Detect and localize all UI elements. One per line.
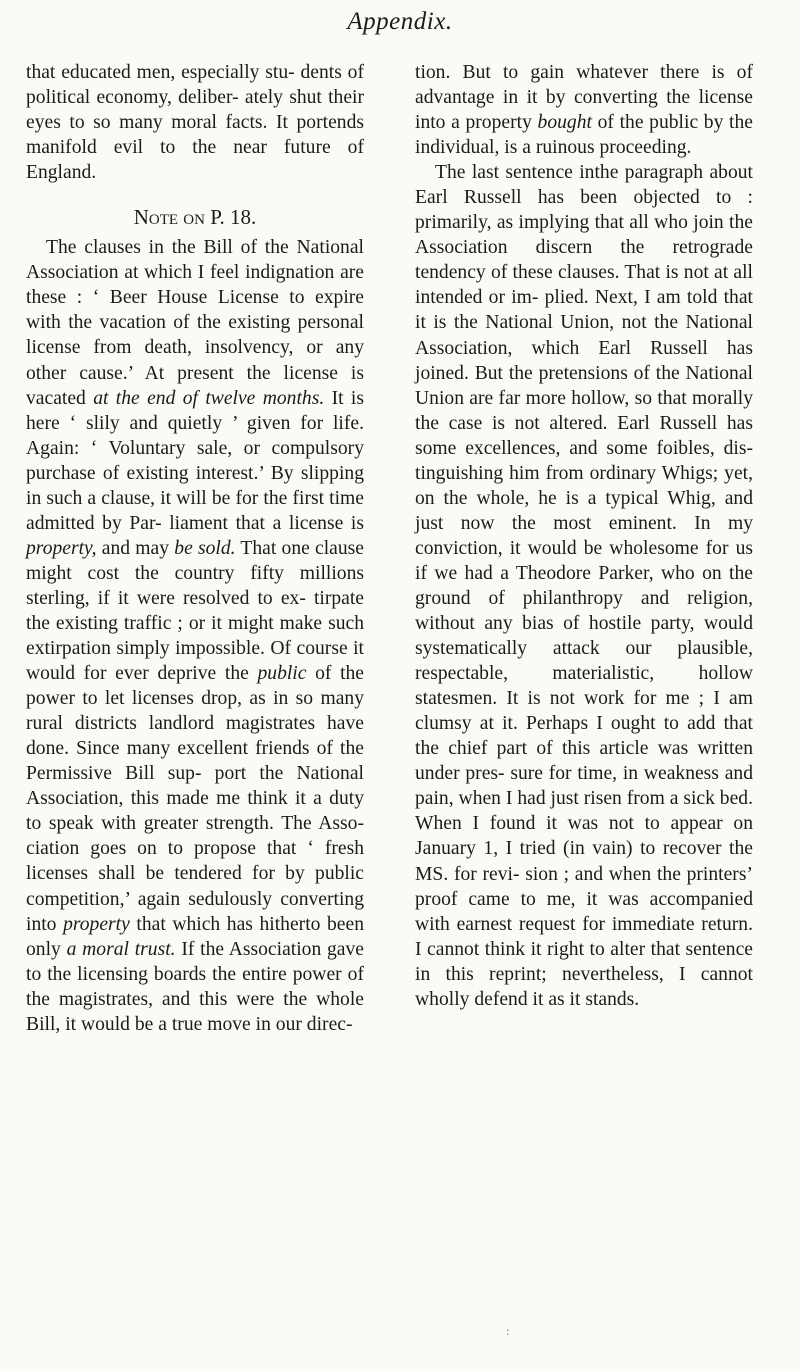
emphasis: property, (26, 537, 97, 559)
paragraph-continued: that educated men, especially stu- dents of political economy, deliber- ately shut their eyes to so many moral facts. It portends manifold evil to the near future of England. (26, 62, 364, 184)
page-mark: : (506, 1324, 510, 1338)
emphasis: at the end of twelve months. (93, 387, 325, 409)
emphasis: a moral trust. (66, 938, 176, 960)
paragraph-earl-russell: The last sentence inthe paragraph about Earl Russell has been objected to : primarily, as implying that all who join the Association discern the retrograde tendency of these clauses. That is not at all intended or im- plied. Next, I am told that it is the National Union, not the National Association, which Earl Russell has joined. But the pretensions of the National Union are far more hollow, so that morally the case is not altered. Earl Russell has some excellences, and some foibles, dis- tinguishing him from ordinary Whigs; yet, on the whole, he is a typical Whig, and just now the most eminent. In my conviction, it would be wholesome for us if we had a Theodore Parker, who on the ground of philanthropy and religion, without any bias of hostile party, would systematically attack our plausible, respectable, materialistic, hollow statesmen. It is not work for me ; I am clumsy at it. Perhaps I ought to add that the chief part of this article was written under pres- sure for time, in weakness and pain, when I had just risen from a sick bed. When I found it was not to appear on January 1, I tried (in vain) to recover the MS. for revi- sion ; and when the printers’ proof came to me, it was accompanied with earnest request for immediate return. I cannot think it right to alter that sentence in this reprint; nevertheless, I cannot wholly defend it as it stands. (415, 162, 753, 1010)
note-heading: Note on P. 18. (133, 205, 257, 230)
emphasis: public (257, 663, 307, 685)
running-head: Appendix. (347, 8, 453, 35)
paragraph-clauses: The clauses in the Bill of the National Association at which I feel indignation are these : ‘ Beer House License to expire with the vacation of the existing personal license from death, insolvency, or any other cause.’ At present the license is vacated at the end of twelve months. It is here ‘ slily and quietly ’ given for life. Again: ‘ Voluntary sale, or compulsory purchase of existing interest.’ By slipping in such a clause, it will be for the first time admitted by Par- liament that a license is property, and may be sold. That one clause might cost the country fifty millions sterling, if it were resolved to ex- tirpate the existing traffic ; or it might make such extirpation simply impossible. Of course it would for ever deprive the public of the power to let licenses drop, as in so many rural districts landlord magistrates have done. Since many excellent friends of the Permissive Bill sup- port the National Association, this made me think it a duty to speak with greater strength. The Asso- ciation goes on to propose that ‘ fresh licenses shall be tendered for by public competition,’ again sedulously converting into property that which has hitherto been only a moral trust. If the Association gave to the licensing boards the entire power of the magistrates, and this were the whole Bill, it would be a true move in our direc- (26, 237, 365, 1035)
left-column (26, 60, 364, 1037)
emphasis: be sold. (174, 537, 236, 559)
paragraph-continued: tion. But to gain whatever there is of advantage in it by converting the license into a property bought of the public by the individual, is a ruinous proceeding. (415, 62, 753, 159)
right-column (415, 60, 753, 1012)
emphasis: property (63, 913, 130, 935)
emphasis: bought (537, 112, 592, 134)
